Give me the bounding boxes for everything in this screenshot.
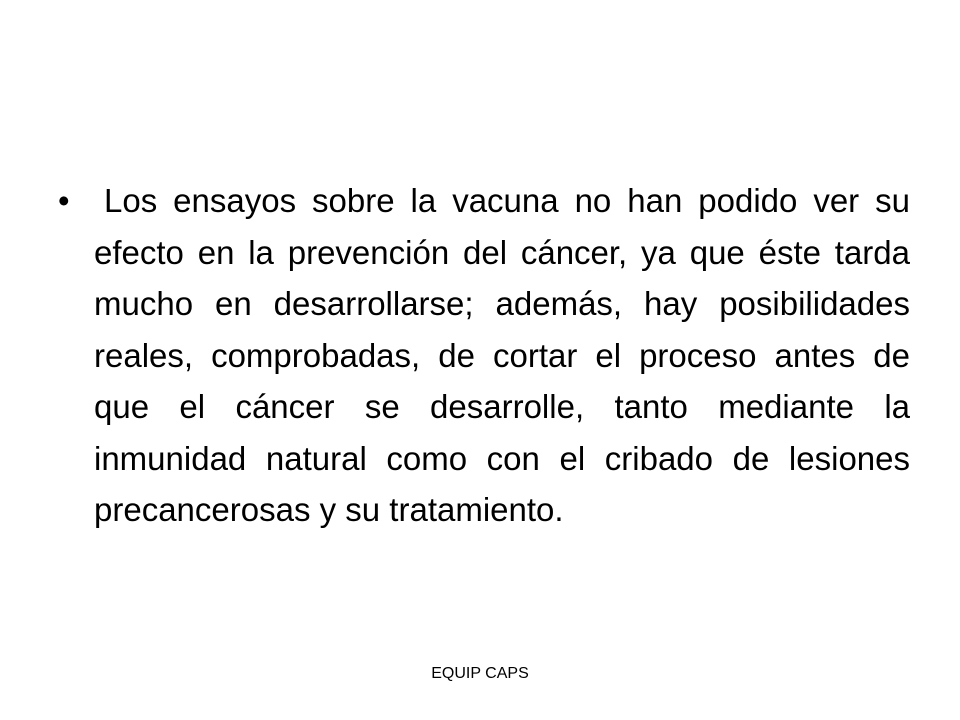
bullet-text: Los ensayos sobre la vacuna no han podido ver su efecto en la prevención del cáncer, ya que éste tarda mucho en desarrollarse; además, hay posibilidades reales, comprobadas, de cortar el proceso antes de que el cáncer se desarrolle, tanto mediante la inmunidad natural como con el cribado de lesiones precancerosas y su tratamiento. xyxy=(94,182,910,528)
bullet-marker: • xyxy=(58,182,70,219)
slide-footer: EQUIP CAPS xyxy=(431,665,529,682)
bullet-item xyxy=(58,175,910,536)
bullet-list xyxy=(58,175,910,536)
